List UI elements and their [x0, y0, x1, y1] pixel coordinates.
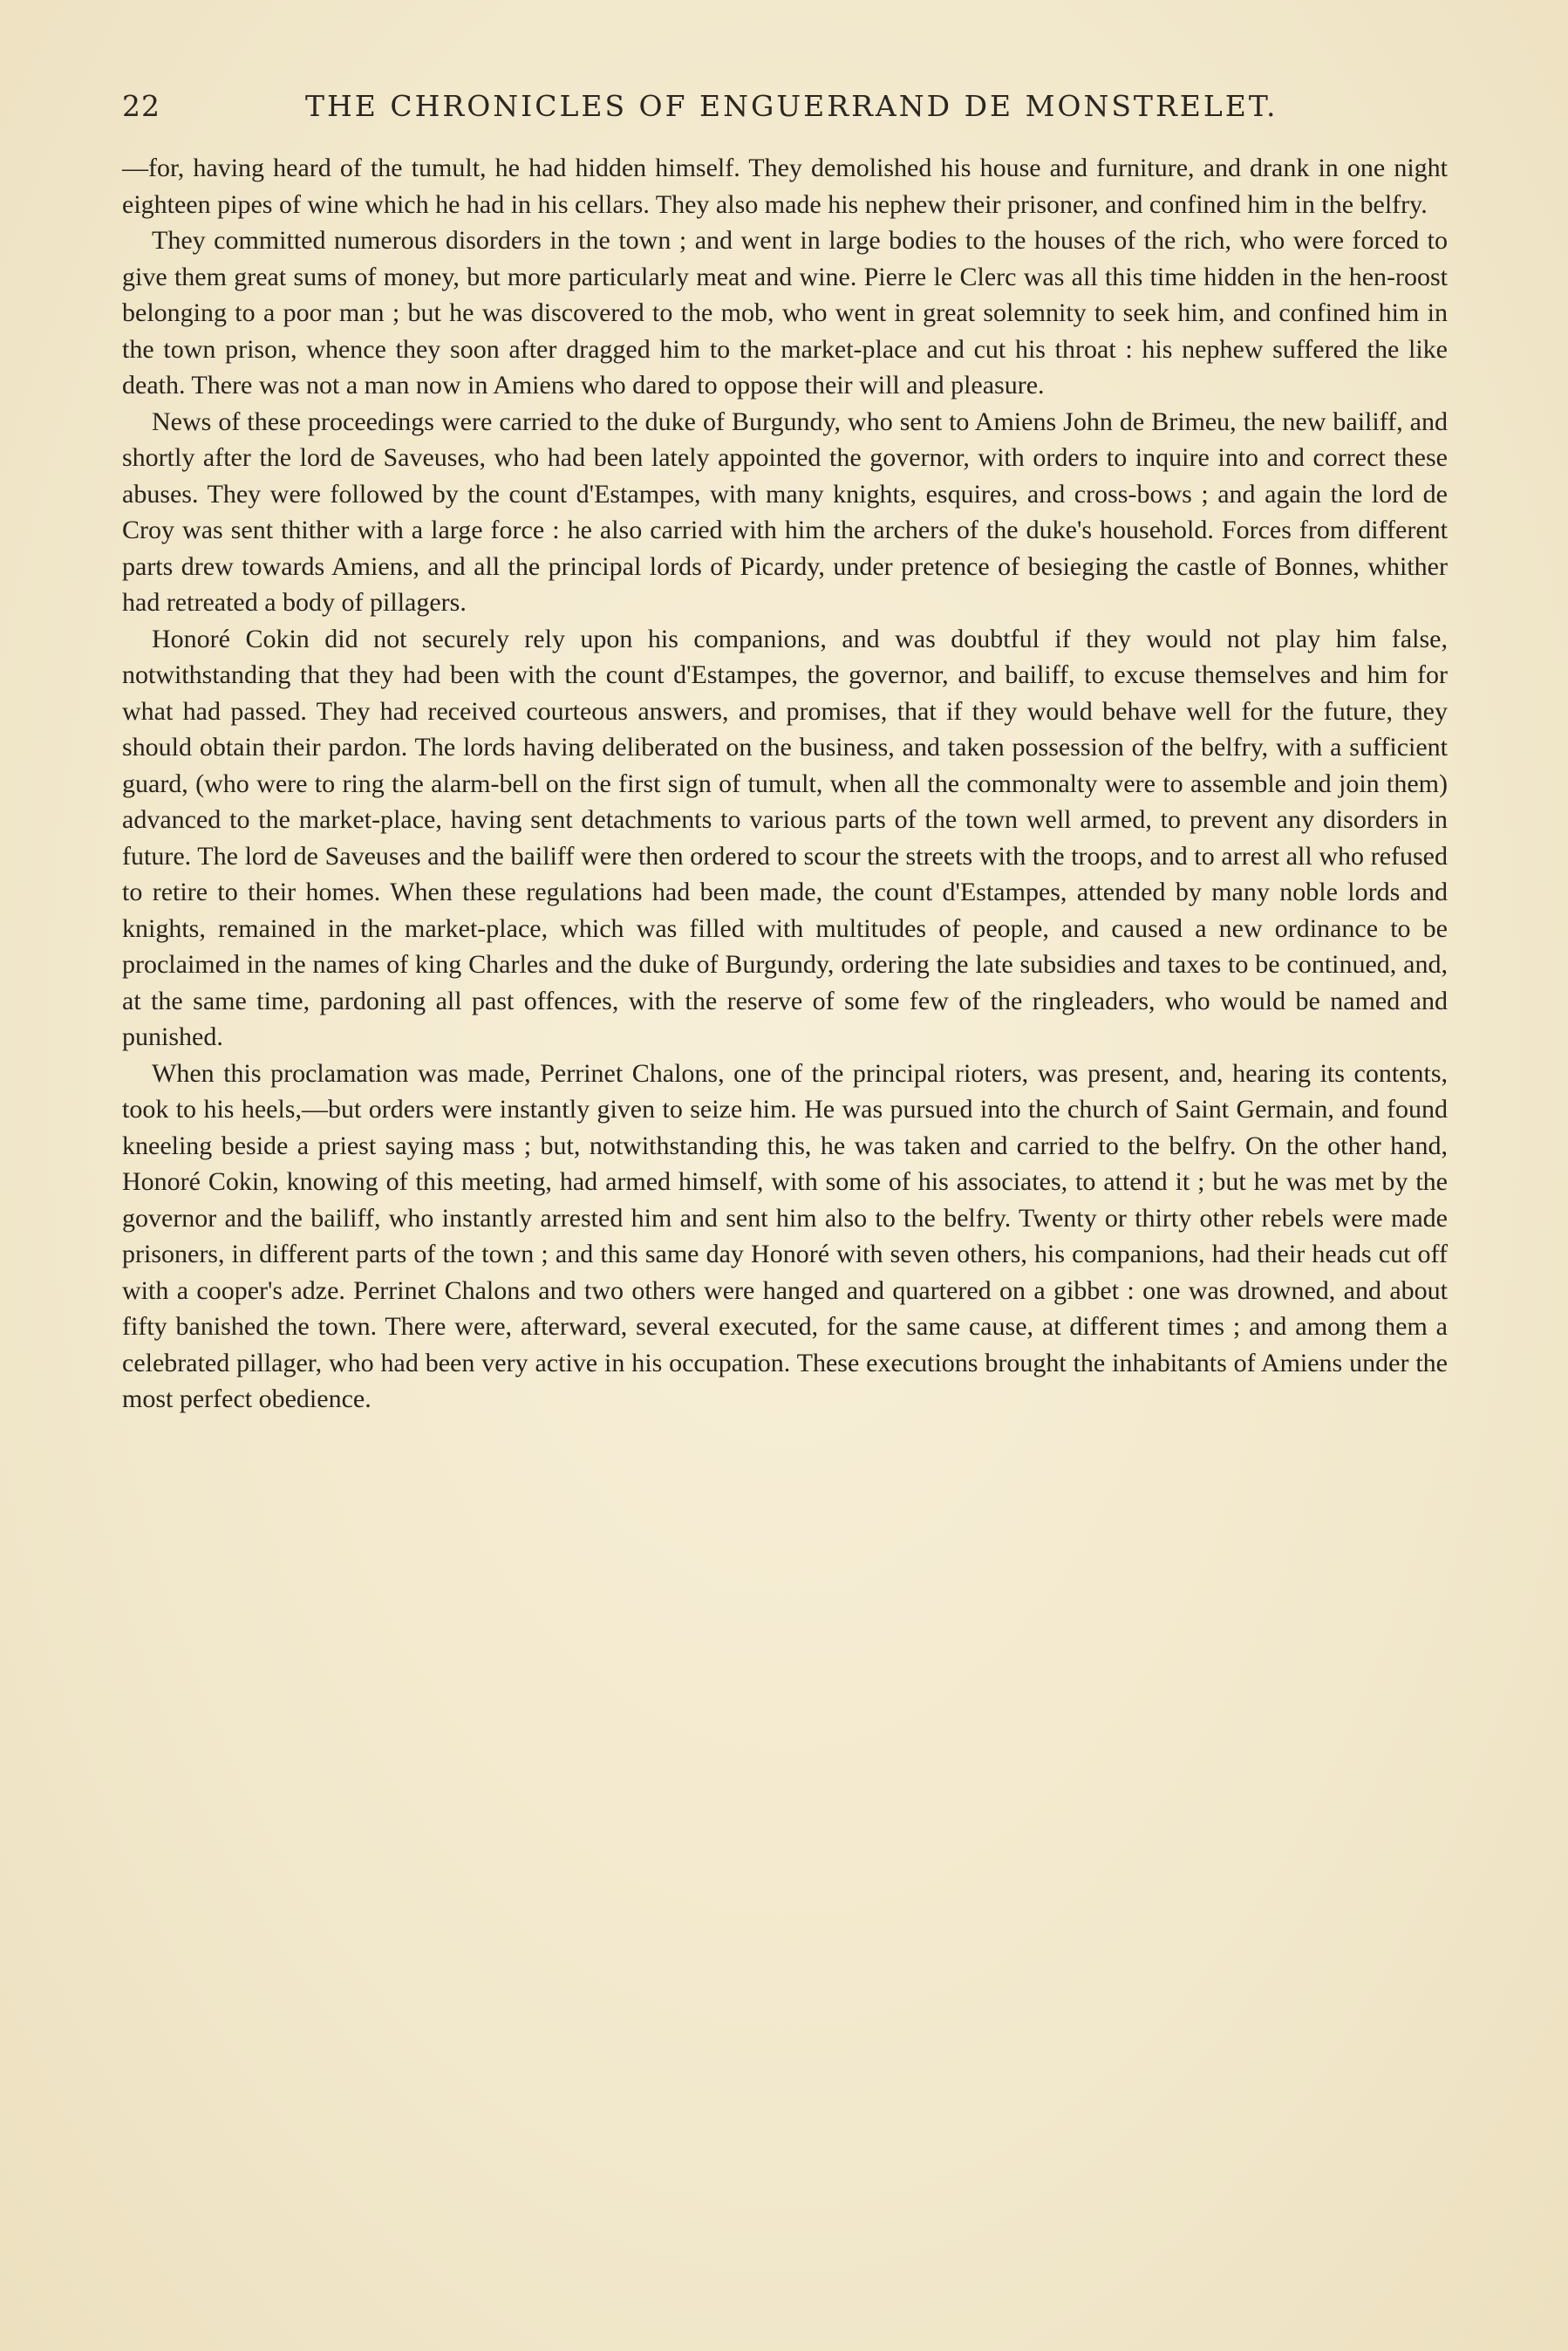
page-header	[122, 89, 1448, 133]
body-text	[122, 150, 1448, 1418]
paragraph-5: When this proclamation was made, Perrinet Chalons, one of the principal rioters, was present, and, hearing its contents, took to his heels,—but orders were instantly given to seize him. He was pursued into the church of Saint Germain, and found kneeling beside a priest saying mass ; but, notwithstanding this, he was taken and carried to the belfry. On the other hand, Honoré Cokin, knowing of this meeting, had armed himself, with some of his associates, to attend it ; but he was met by the governor and the bailiff, who instantly arrested him and sent him also to the belfry. Twenty or thirty other rebels were made prisoners, in different parts of the town ; and this same day Honoré with seven others, his companions, had their heads cut off with a cooper's adze. Perrinet Chalons and two others were hanged and quartered on a gibbet : one was drowned, and about fifty banished the town. There were, afterward, several executed, for the same cause, at different times ; and among them a celebrated pillager, who had been very active in his occupation. These executions brought the inhabitants of Amiens under the most perfect obedience.	[122, 1058, 1448, 1413]
paragraph-4: Honoré Cokin did not securely rely upon his companions, and was doubtful if they would not play him false, notwithstanding that they had been with the count d'Estampes, the governor, and bailiff, to excuse themselves and him for what had passed. They had received courteous answers, and promises, that if they would behave well for the future, they should obtain their pardon. The lords having deliberated on the business, and taken possession of the belfry, with a sufficient guard, (who were to ring the alarm-bell on the first sign of tumult, when all the commonalty were to assemble and join them) advanced to the market-place, having sent detachments to various parts of the town well armed, to prevent any disorders in future. The lord de Saveuses and the bailiff were then ordered to scour the streets with the troops, and to arrest all who refused to retire to their homes. When these regulations had been made, the count d'Estampes, attended by many noble lords and knights, remained in the market-place, which was filled with multitudes of people, and caused a new ordinance to be proclaimed in the names of king Charles and the duke of Burgundy, ordering the late subsidies and taxes to be continued, and, at the same time, pardoning all past offences, with the reserve of some few of the ringleaders, who would be named and punished.	[122, 624, 1448, 1051]
running-title: THE CHRONICLES OF ENGUERRAND DE MONSTRELET.	[305, 89, 1278, 123]
paragraph-1: —for, having heard of the tumult, he had hidden himself. They demolished his house and furniture, and drank in one night eighteen pipes of wine which he had in his cellars. They also made his nephew their prisoner, and confined him in the belfry.	[122, 154, 1448, 219]
paragraph-3: News of these proceedings were carried to the duke of Burgundy, who sent to Amiens John de Brimeu, the new bailiff, and shortly after the lord de Saveuses, who had been lately appointed the governor, with orders to inquire into and correct these abuses. They were followed by the count d'Estampes, with many knights, esquires, and cross-bows ; and again the lord de Croy was sent thither with a large force : he also carried with him the archers of the duke's household. Forces from different parts drew towards Amiens, and all the principal lords of Picardy, under pretence of besieging the castle of Bonnes, whither had retreated a body of pillagers.	[122, 407, 1448, 617]
page-number: 22	[122, 89, 160, 123]
paragraph-2: They committed numerous disorders in the town ; and went in large bodies to the houses of the rich, who were forced to give them great sums of money, but more particularly meat and wine. Pierre le Clerc was all this time hidden in the hen-roost belonging to a poor man ; but he was discovered to the mob, who went in great solemnity to seek him, and confined him in the town prison, whence they soon after dragged him to the market-place and cut his throat : his nephew suffered the like death. There was not a man now in Amiens who dared to oppose their will and pleasure.	[122, 226, 1448, 400]
